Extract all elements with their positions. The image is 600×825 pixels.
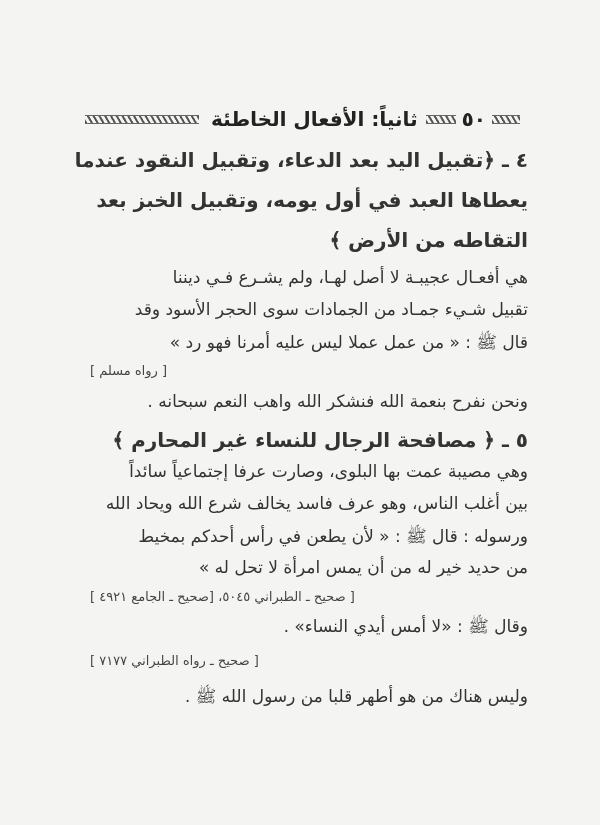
section5-heading: ٥ ـ ﴿ مصافحة الرجال للنساء غير المحارم ﴾ (112, 428, 528, 452)
section4-paragraph-line1: هي أفعـال عجيبـة لا أصل لهـا، ولم يشـرع فـي ديننا (172, 268, 528, 288)
section5-reference-2: [ صحيح ـ رواه الطبراني ٧١٧٧ ] (90, 654, 259, 669)
page-header (85, 104, 520, 134)
section5-paragraph-line5: وقال ﷺ : «لا أمس أيدي النساء» . (283, 617, 528, 637)
section4-paragraph-line4: ونحن نفرح بنعمة الله فنشكر الله واهب النعم سبحانه . (147, 392, 528, 412)
page-number: ٥٠ (461, 107, 486, 131)
header-ornament-right (492, 115, 520, 124)
section5-paragraph-line6: وليس هناك من هو أطهر قلبا من رسول الله ﷺ . (184, 687, 528, 707)
header-ornament-left (85, 115, 199, 124)
header-ornament-mid (426, 115, 456, 124)
section4-heading-line3: التقاطه من الأرض ﴾ (329, 228, 528, 252)
section4-heading-line1: ٤ ـ ﴿تقبيل اليد بعد الدعاء، وتقبيل النقود عندما (74, 148, 528, 172)
section5-paragraph-line2: بين أغلب الناس، وهو عرف فاسد يخالف شرع الله ويحاد الله (105, 494, 528, 514)
section5-reference-1: [ صحيح ـ الطبراني ٥٠٤٥، [صحيح ـ الجامع ٤٩٢١ ] (90, 590, 355, 605)
section4-heading-line2: يعطاها العبد في أول يومه، وتقبيل الخبز بعد (96, 188, 528, 212)
section5-paragraph-line4: من حديد خير له من أن يمس امرأة لا تحل له » (198, 558, 528, 578)
section4-paragraph-line2: تقبيل شـيء جمـاد من الجمادات سوى الحجر الأسود وقد (134, 300, 528, 320)
section4-reference: [ رواه مسلم ] (90, 364, 168, 379)
section4-paragraph-line3: قال ﷺ : « من عمل عملا ليس عليه أمرنا فهو رد » (169, 333, 528, 353)
section5-paragraph-line3: ورسوله : قال ﷺ : « لأن يطعن في رأس أحدكم بمخيط (138, 527, 528, 547)
chapter-title: ثانياً: الأفعال الخاطئة (211, 107, 418, 131)
section5-paragraph-line1: وهي مصيبة عمت بها البلوى، وصارت عرفا إجتماعياً سائداً (129, 462, 528, 482)
